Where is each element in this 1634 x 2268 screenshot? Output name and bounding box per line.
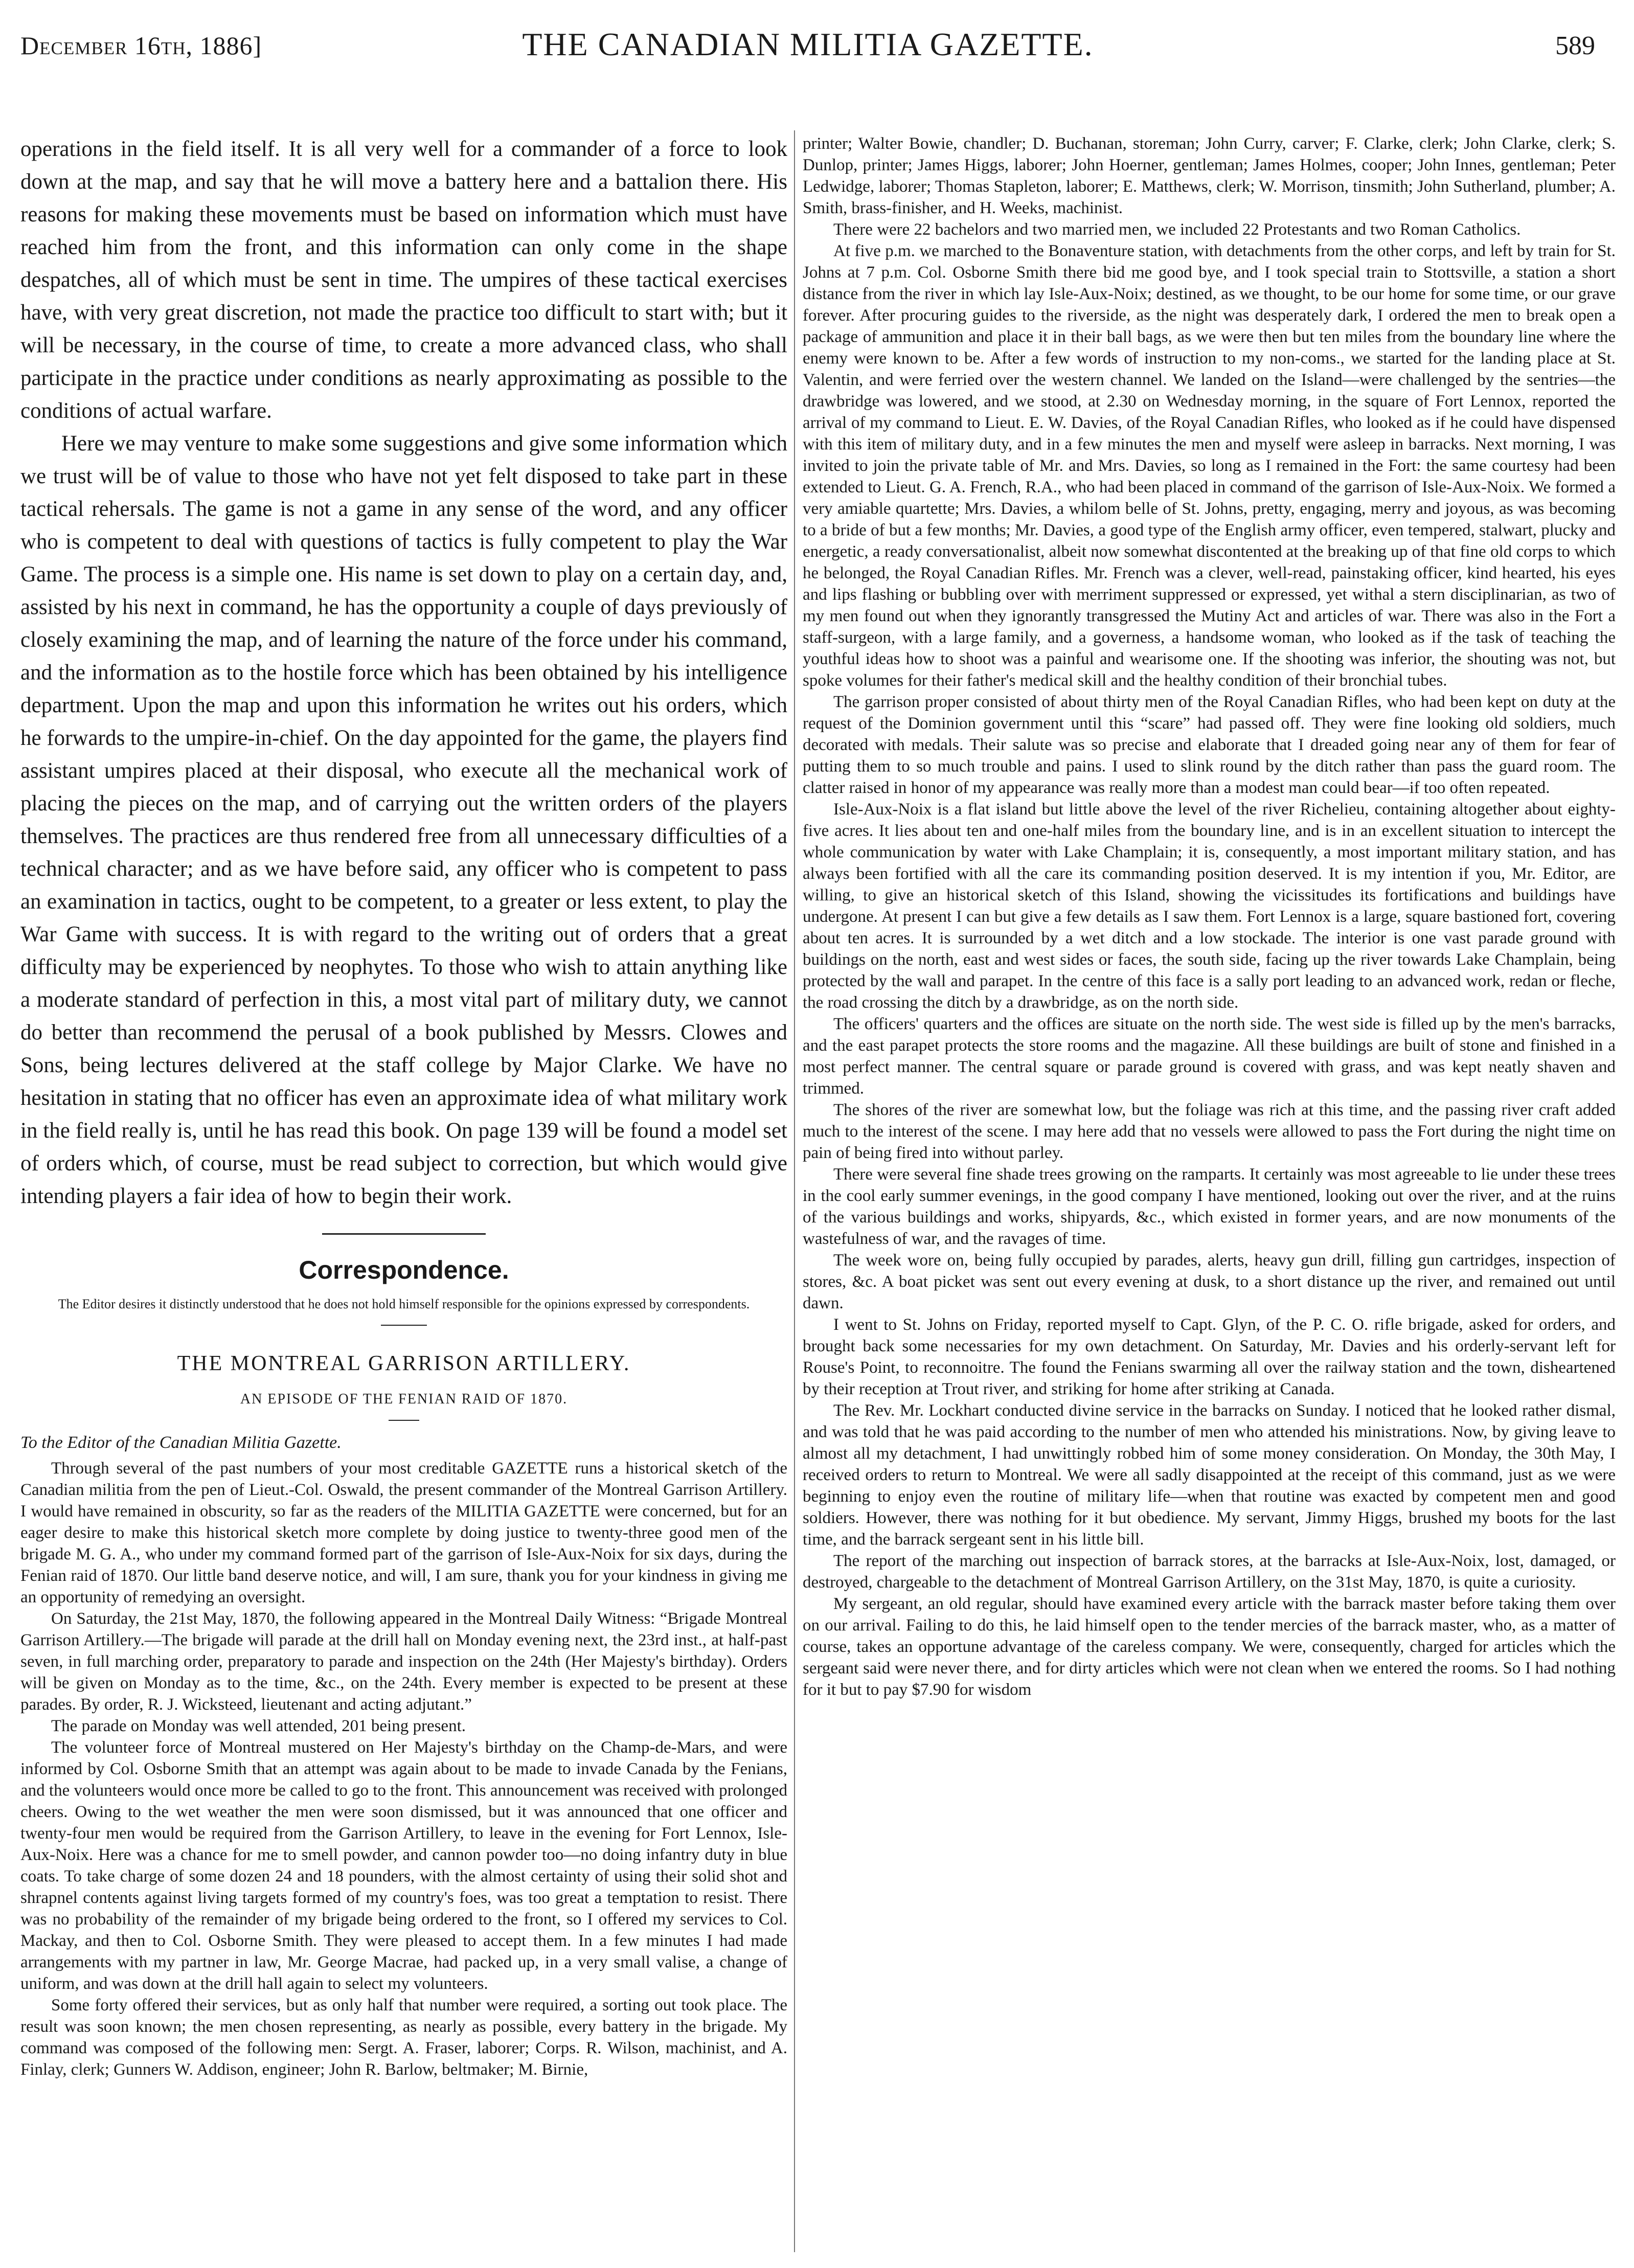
paragraph: The officers' quarters and the offices are situate on the north side. The west side is filled up by the men's barracks, and the east parapet protects the store rooms and the magazine. All these buildings are built of stone and finished in a most perfect manner. The central square or parade ground is covered with grass, and was kept neatly shaven and trimmed. [803,1015,1616,1098]
column-divider [794,130,795,2252]
article-subtitle: AN EPISODE OF THE FENIAN RAID OF 1870. [240,1391,568,1407]
masthead-title: THE CANADIAN MILITIA GAZETTE. [522,26,1094,62]
paragraph: The garrison proper consisted of about thirty men of the Royal Canadian Rifles, who had been kept on duty at the request of the Dominion government until this “scare” had passed off. They were fine looking old soldiers, much decorated with medals. Their salute was so precise and elaborate that I dreaded going near any of them for fear of putting them to so much trouble and pains. I used to slink round by the ditch rather than pass the guard room. The clatter raised in honor of my appearance was really more than a modest man could bear—if too often repeated. [803,693,1616,797]
paragraph: On Saturday, the 21st May, 1870, the following appeared in the Montreal Daily Witness: “Brigade Montreal Garrison Artillery.—The brigade will parade at the drill hall on Monday evening next, the 23rd inst., at half-past seven, in full marching order, preparatory to parade and inspection on the 24th (Her Majesty's birthday). Orders will be given on Monday as to the time, &c., on the 24th. Every member is expected to be present at these parades. By order, R. J. Wicksteed, lieutenant and acting adjutant.” [20,1609,787,1714]
paragraph: The Rev. Mr. Lockhart conducted divine service in the barracks on Sunday. I noticed that he looked rather dismal, and was told that he was paid according to the number of men who attended his ministrations. Now, by giving leave to almost all my detachment, I had unwittingly robbed him of some money consideration. On Monday, the 30th May, I received orders to return to Montreal. We were all sadly disappointed at the receipt of this command, just as we were beginning to enjoy even the routine of military life—when that routine was exacted by competent men and good soldiers. However, there was nothing for it but obedience. My servant, Jimmy Higgs, brushed my boots for the last time, and the barrack sergeant sent in his little bill. [803,1401,1616,1549]
paragraph: operations in the field itself. It is all very well for a commander of a force to look down at the map, and say that he will move a battery here and a battalion there. His reasons for making these movements must be based on information which must have reached him from the front, and this information can only come in the shape despatches, all of which must be sent in time. The umpires of these tactical exercises have, with very great discretion, not made the practice too difficult to start with; but it will be necessary, in the course of time, to create a more advanced class, who shall participate in the practice under conditions as nearly approximating as possible to the conditions of actual warfare. [20,137,787,423]
section-divider [322,1233,486,1235]
paragraph: The parade on Monday was well attended, 201 being present. [51,1717,466,1735]
paragraph: Through several of the past numbers of your most creditable GAZETTE runs a historical sketch of the Canadian militia from the pen of Lieut.-Col. Oswald, the present commander of the Montreal Garrison Artillery. I would have remained in obscurity, so far as the readers of the MILITIA GAZETTE were concerned, but for an eager desire to make this historical sketch more complete by doing justice to twenty-three good men of the brigade M. G. A., who under my command formed part of the garrison of Isle-Aux-Noix for six days, during the Fenian raid of 1870. Our little band deserve notice, and will, I am sure, thank you for your kindness in giving me an opportunity of remedying an oversight. [20,1459,787,1606]
section-heading: Correspondence. [299,1256,509,1284]
paragraph: The volunteer force of Montreal mustered on Her Majesty's birthday on the Champ-de-Mars, and were informed by Col. Osborne Smith that an attempt was again about to be made to invade Canada by the Fenians, and the volunteers would once more be called to go to the front. This announcement was received with prolonged cheers. Owing to the wet weather the men were soon dismissed, but it was announced that one officer and twenty-four men would be required from the Garrison Artillery, to leave in the evening for Fort Lennox, Isle-Aux-Noix. Here was a chance for me to smell powder, and cannon powder too—no doing infantry duty in blue coats. To take charge of some dozen 24 and 18 pounders, with the almost certainty of using their solid shot and shrapnel contents against living targets formed of my country's foes, was too great a temptation to resist. There was no probability of the remainder of my brigade being ordered to the front, so I offered my services to Col. Mackay, and then to Col. Osborne Smith. They were pleased to accept them. In a few minutes I had made arrangements with my partner in law, Mr. George Macrae, had packed up, in a very small valise, a change of uniform, and was down at the drill hall again to select my volunteers. [20,1738,787,1993]
left-column [20,133,787,2080]
paragraph: Some forty offered their services, but as only half that number were required, a sorting out took place. The result was soon known; the men chosen representing, as nearly as possible, every battery in the brigade. My command was composed of the following men: Sergt. A. Fraser, laborer; Corps. R. Wilson, machinist, and A. Finlay, clerk; Gunners W. Addison, engineer; John R. Barlow, beltmaker; M. Birnie, [20,1996,787,2079]
editor-disclaimer: The Editor desires it distinctly understood that he does not hold himself responsible for the opinions expressed by correspondents. [58,1297,750,1311]
paragraph: printer; Walter Bowie, chandler; D. Buchanan, storeman; John Curry, carver; F. Clarke, clerk; John Clarke, clerk; S. Dunlop, printer; James Higgs, laborer; John Hoerner, gentleman; James Holmes, cooper; John Innes, gentleman; Peter Ledwidge, laborer; Thomas Stapleton, laborer; E. Matthews, clerk; W. Morrison, tinsmith; John Sutherland, plumber; A. Smith, brass-finisher, and H. Weeks, machinist. [803,134,1616,217]
right-column [803,133,1616,1700]
letter-salutation: To the Editor of the Canadian Militia Gazette. [20,1433,342,1452]
paragraph: I went to St. Johns on Friday, reported myself to Capt. Glyn, of the P. C. O. rifle brigade, asked for orders, and brought back some necessaries for my own detachment. On Saturday, Mr. Davies and his orderly-servant left for Rouse's Point, to reconnoitre. The found the Fenians swarming all over the railway station and the town, disheartened by their reception at Trout river, and striking for home after striking at Canada. [803,1316,1616,1398]
paragraph: Isle-Aux-Noix is a flat island but little above the level of the river Richelieu, containing altogether about eighty-five acres. It lies about ten and one-half miles from the boundary line, and is in an excellent situation to intercept the whole communication by water with Lake Champlain; it is, consequently, a most important military station, and has always been fortified with all the care its commanding position deserved. It is my intention if you, Mr. Editor, are willing, to give an historical sketch of this Island, showing the vicissitudes its fortifications and buildings have undergone. At present I can but give a few details as I saw them. Fort Lennox is a large, square bastioned fort, covering about ten acres. It is surrounded by a wet ditch and a low stockade. The interior is one vast parade ground with buildings on the north, east and west sides or faces, the south side, facing up the river towards Lake Champlain, being protected by the wall and parapet. In the centre of this face is a sally port leading to an advanced work, redan or fleche, the road crossing the ditch by a drawbridge, as on the north side. [803,800,1616,1012]
paragraph: At five p.m. we marched to the Bonaventure station, with detachments from the other corps, and left by train for St. Johns at 7 p.m. Col. Osborne Smith there bid me good bye, and I took special train to Stottsville, a station a short distance from the river in which lay Isle-Aux-Noix; destined, as we thought, to be our home for some time, or our grave forever. After procuring guides to the riverside, as the night was desperately dark, I ordered the men to break open a package of ammunition and place it in their ball bags, as we were then but ten miles from the boundary line where the enemy were known to be. After a few words of instruction to my non-coms., we started for the landing place at St. Valentin, and were ferried over the western channel. We landed on the Island—were challenged by the sentries—the drawbridge was lowered, and we stood, at 2.30 on Wednesday morning, in the square of Fort Lennox, reported the arrival of my command to Lieut. E. W. Davies, of the Royal Canadian Rifles, who looked as if he could have dispensed with this item of military duty, and in a few minutes the men and myself were asleep in barracks. Next morning, I was invited to join the private table of Mr. and Mrs. Davies, so long as I remained in the Fort: the same courtesy had been extended to Lieut. G. A. French, R.A., who had been placed in command of the garrison of Isle-Aux-Noix. We formed a very amiable quartette; Mrs. Davies, a whilom belle of St. Johns, pretty, engaging, merry and joyous, as was becoming to a bride of but a few months; Mr. Davies, a good type of the English army officer, even tempered, stalwart, plucky and energetic, a ready conversationalist, albeit now somewhat discontented at the breaking up of that fine old corps to which he belonged, the Royal Canadian Rifles. Mr. French was a clever, well-read, painstaking officer, kind hearted, his eyes and lips flashing or bubbling over with merriment suppressed or expressed, yet withal a stern disciplinarian, as two of my men found out when they ignorantly transgressed the Mutiny Act and articles of war. There was also in the Fort a staff-surgeon, with a large family, and a governess, a handsome woman, who looked as if the task of teaching the youthful ideas how to shoot was a painful and wearisome one. If the shooting was inferior, the shouting was not, but spoke volumes for their father's medical skill and the healthy condition of their bronchial tubes. [803,242,1616,690]
letter-continuation [803,133,1616,1700]
correspondence-section [20,1255,787,2080]
letter-body [20,1458,787,2080]
page-number: 589 [1555,31,1595,60]
editorial-article [20,133,787,1213]
issue-date: December 16th, 1886] [20,31,262,60]
short-rule [381,1325,427,1326]
paragraph: Here we may venture to make some suggestions and give some information which we trust will be of value to those who have not yet felt disposed to take part in these tactical rehersals. The game is not a game in any sense of the word, and any officer who is competent to deal with questions of tactics is fully competent to play the War Game. The process is a simple one. His name is set down to play on a certain day, and, assisted by his next in command, he has the opportunity a couple of days previously of closely examining the map, and of learning the nature of the force under his command, and the information as to the hostile force which has been obtained by his intelligence department. Upon the map and upon this information he writes out his orders, which he forwards to the umpire-in-chief. On the day appointed for the game, the players find assistant umpires placed at their disposal, who execute all the mechanical work of placing the pieces on the map, and of carrying out the written orders of the players themselves. The practices are thus rendered free from all unnecessary difficulties of a technical character; and as we have before said, any officer who is competent to pass an examination in tactics, ought to be competent, to a greater or less extent, to play the War Game with success. It is with regard to the writing out of orders that a great difficulty may be experienced by neophytes. To those who wish to attain anything like a moderate standard of perfection in this, a most vital part of military duty, we cannot do better than recommend the perusal of a book published by Messrs. Clowes and Sons, being lectures delivered at the staff college by Major Clarke. We have no hesitation in stating that no officer has even an approximate idea of what military work in the field really is, until he has read this book. On page 139 will be found a model set of orders which, of course, must be read subject to correction, but which would give intending players a fair idea of how to begin their work. [20,432,787,1208]
paragraph: The shores of the river are somewhat low, but the foliage was rich at this time, and the passing river craft added much to the interest of the scene. I may here add that no vessels were allowed to pass the Fort during the night time on pain of being fired into without parley. [803,1101,1616,1162]
page-header [20,10,1595,87]
paragraph: There were 22 bachelors and two married men, we included 22 Protestants and two Roman Catholics. [833,220,1521,239]
article-title: THE MONTREAL GARRISON ARTILLERY. [177,1352,631,1375]
paragraph: The week wore on, being fully occupied by parades, alerts, heavy gun drill, filling gun cartridges, inspection of stores, &c. A boat picket was sent out every evening at dusk, to a short distance up the river, and remained out until dawn. [803,1251,1616,1312]
paragraph: There were several fine shade trees growing on the ramparts. It certainly was most agreeable to lie under these trees in the cool early summer evenings, in the good company I have mentioned, looking out over the river, and at the ruins of the various buildings and works, shipyards, &c., which existed in former years, and are now monuments of the wastefulness of war, and the ravages of time. [803,1165,1616,1248]
paragraph: The report of the marching out inspection of barrack stores, at the barracks at Isle-Aux-Noix, lost, damaged, or destroyed, chargeable to the detachment of Montreal Garrison Artillery, on the 31st May, 1870, is quite a curiosity. [803,1552,1616,1592]
paragraph: My sergeant, an old regular, should have examined every article with the barrack master before taking them over on our arrival. Failing to do this, he laid himself open to the tender mercies of the barrack master, who, as a matter of course, takes an opportune advantage of the careless company. We were, consequently, charged for articles which the sergeant said were never there, and for dirty articles which were not clean when we entered the rooms. So I had nothing for it but to pay $7.90 for wisdom [803,1595,1616,1699]
short-rule [389,1420,419,1421]
